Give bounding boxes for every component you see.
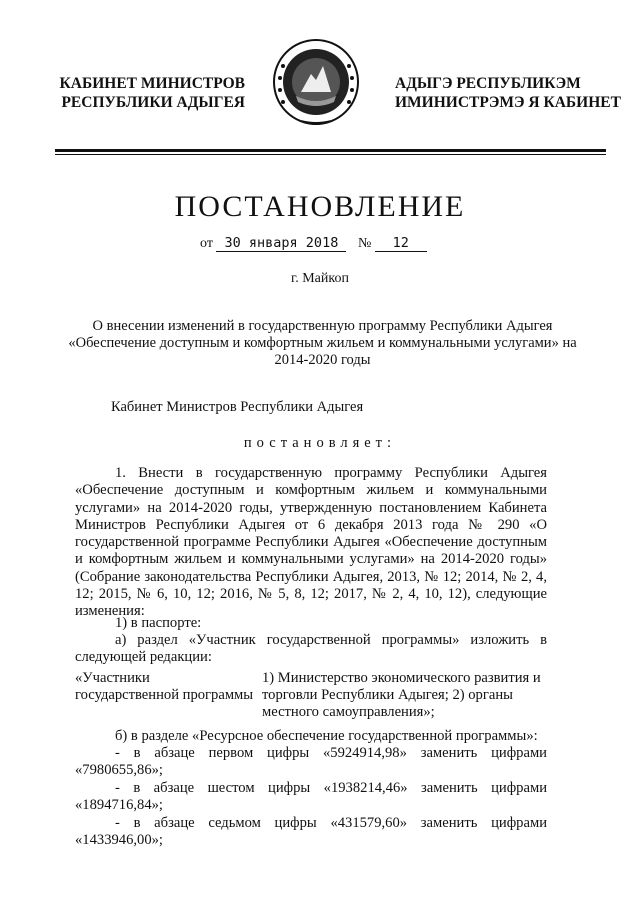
- header-right-line2: ИМИНИСТРЭМЭ Я КАБИНЕТ: [395, 94, 621, 111]
- number-field: 12: [375, 235, 427, 252]
- date-number-line: [200, 235, 427, 252]
- resolves-line: постановляет:: [243, 435, 397, 451]
- header-rule-thin: [55, 154, 606, 155]
- date-from-label: от: [200, 236, 213, 251]
- paragraph-passport: 1) в паспорте:: [115, 615, 202, 631]
- table-row-value: 1) Министерство экономического развития и торговли Республики Адыгея; 2) органы местного самоуправления»;: [262, 670, 541, 720]
- date-field: 30 января 2018: [216, 235, 346, 252]
- paragraph-item-a: а) раздел «Участник государственной программы» изложить в следующей редакции:: [75, 632, 547, 666]
- paragraph-item-b: б) в разделе «Ресурсное обеспечение государственной программы»:: [115, 728, 538, 744]
- header-left-line1: КАБИНЕТ МИНИСТРОВ: [59, 75, 245, 92]
- list-item: - в абзаце первом цифры «5924914,98» заменить цифрами «7980655,86»;: [75, 745, 547, 779]
- header-left-line2: РЕСПУБЛИКИ АДЫГЕЯ: [61, 94, 245, 111]
- header-left: [55, 74, 245, 112]
- header-right-line1: АДЫГЭ РЕСПУБЛИКЭМ: [395, 75, 581, 92]
- list-item: - в абзаце шестом цифры «1938214,46» заменить цифрами «1894716,84»;: [75, 780, 547, 814]
- document-title: ПОСТАНОВЛЕНИЕ: [174, 190, 466, 223]
- table-row-label: «Участники государственной программы: [75, 670, 254, 703]
- cabinet-line: Кабинет Министров Республики Адыгея: [111, 399, 364, 415]
- list-item: - в абзаце седьмом цифры «431579,60» заменить цифрами «1433946,00»;: [75, 815, 547, 849]
- header-rule-thick: [55, 149, 606, 152]
- number-label: №: [357, 236, 372, 251]
- city: г. Майкоп: [291, 271, 349, 286]
- coat-of-arms-icon: [271, 36, 361, 132]
- header-right: [395, 74, 621, 112]
- paragraph-item-1: 1. Внести в государственную программу Республики Адыгея «Обеспечение доступным и комфортным жильем и коммунальными услугами» на 2014-2020 годы, утвержденную постановлением Кабинета Министров Республики Адыгея от 6 декабря 2013 года № 290 «О государственной программе Республики Адыгея «Обеспечение доступным и комфортным жильем и коммунальными услугами» на 2014-2020 годы» (Собрание законодательства Республики Адыгея, 2013, № 12; 2014, № 2, 4, 12; 2015, № 6, 10, 12; 2016, № 5, 8, 12; 2017, № 2, 4, 10, 12), следующие изменения:: [75, 465, 547, 620]
- subject-heading: О внесении изменений в государственную программу Республики Адыгея «Обеспечение доступным и комфортным жильем и коммунальными услугами» на 2014-2020 годы: [68, 318, 577, 368]
